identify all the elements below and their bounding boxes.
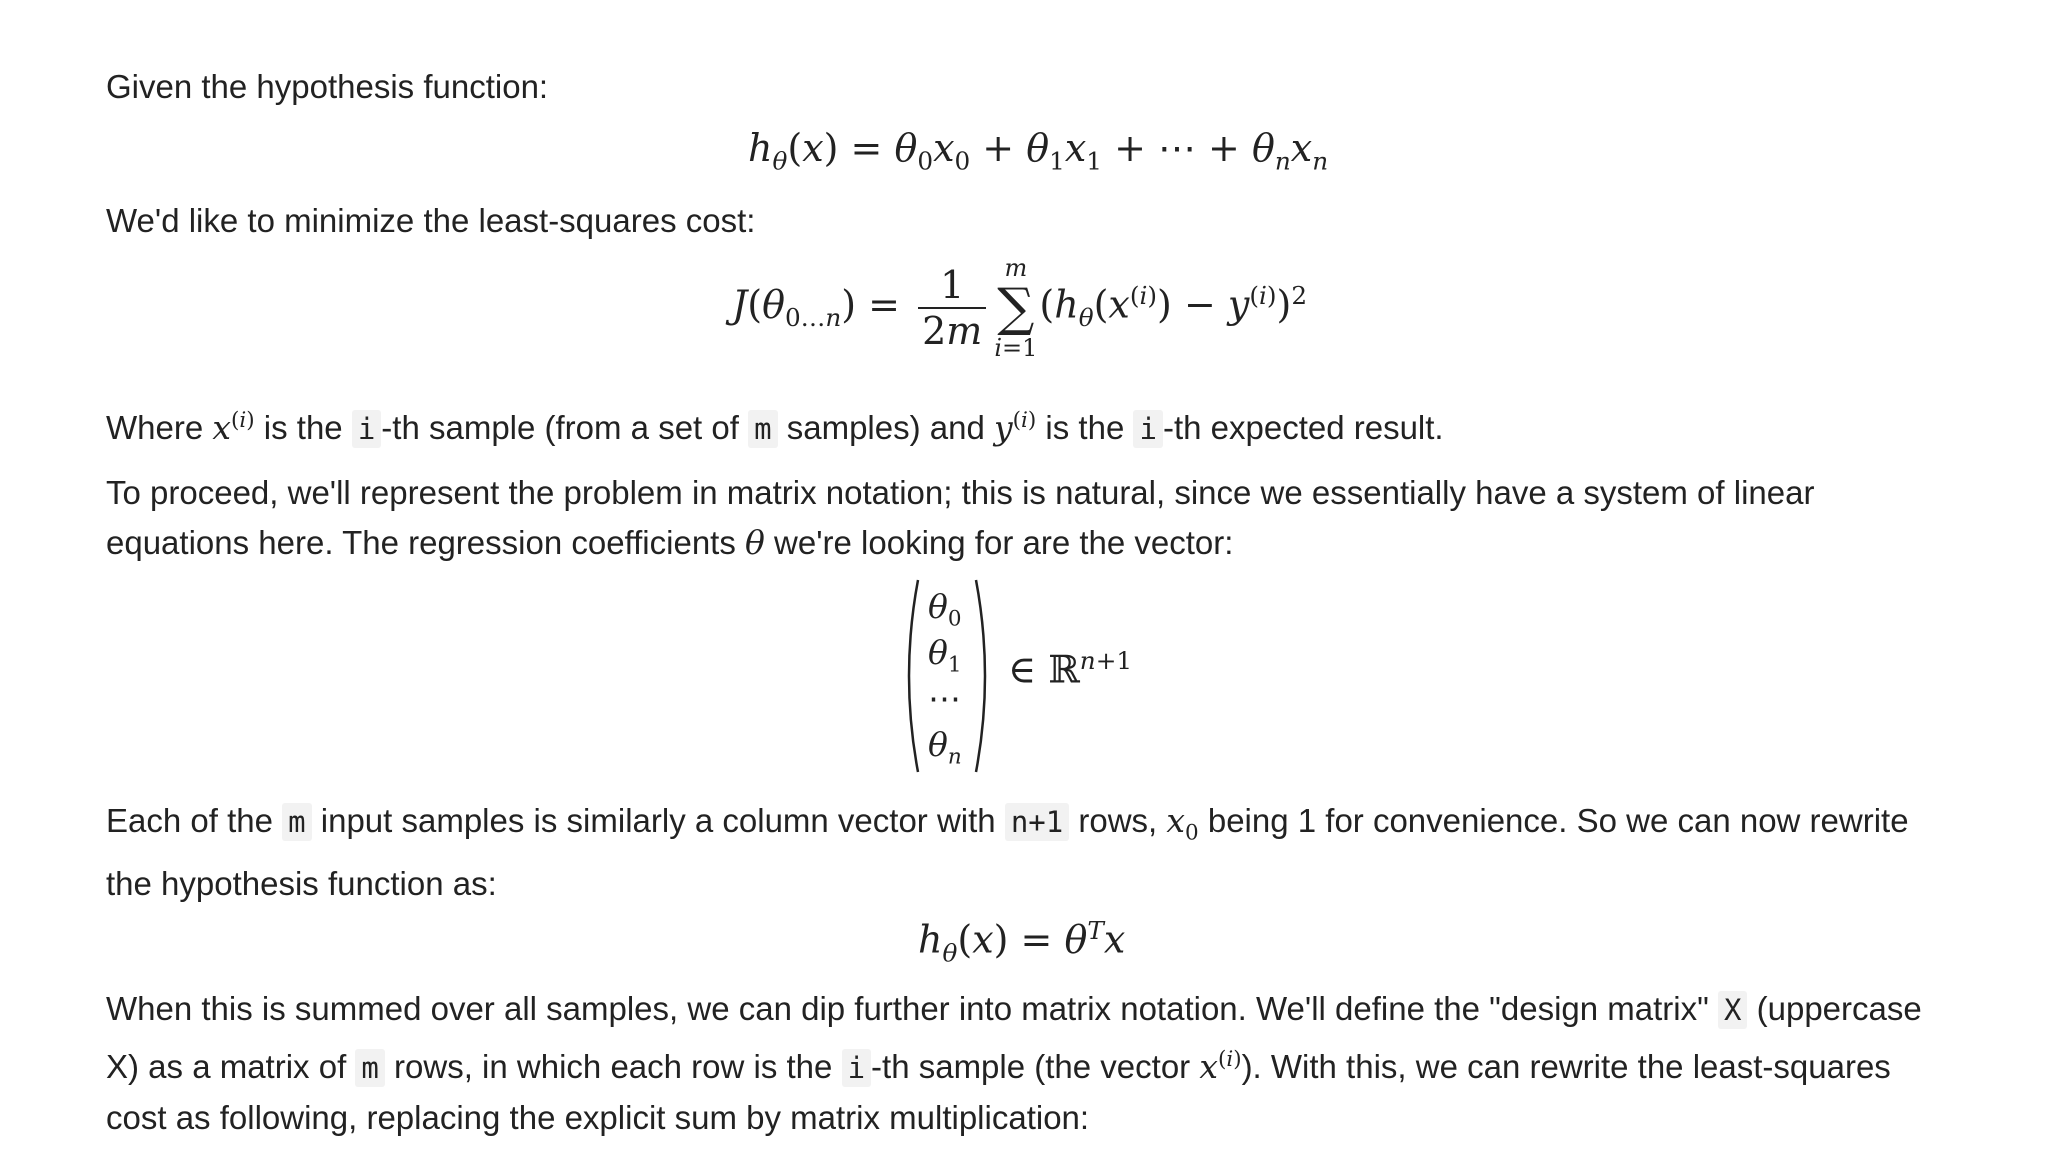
fraction-one-over-2m: $\frac{1}{2m}$ — [918, 263, 986, 353]
left-paren — [898, 578, 920, 774]
equation-matrix-hypothesis: $h_\theta(x) = \theta^Tx$ — [918, 916, 1126, 968]
code-i: i — [352, 410, 381, 448]
math-x-i: $x^{(i)}$ — [1199, 1047, 1242, 1086]
equation-hypothesis: $h_\theta(x) = \theta_0x_0 + \theta_1x_1$ + ⋯ + $\theta_nx_n$ — [748, 126, 1329, 176]
code-X: X — [1718, 991, 1747, 1029]
code-i-2: i — [1133, 410, 1162, 448]
paragraph-intro: Given the hypothesis function: — [106, 68, 549, 105]
right-paren — [974, 578, 996, 774]
equation-cost: $J(\theta_{0\dots n})$ = $\frac{1}{2m}$ m ∑ i=1 $(h_\theta(x^{(i)}) - y^{(i)})^2$ — [732, 254, 1308, 362]
paragraph-design-matrix: When this is summed over all samples, we can dip further into matrix notation. We'll define the "design matrix" X (uppercase X) as a matrix of m rows, in which each row is the i -th sample (the vector $x^{(i)}$). With this, we can rewrite the least-squares cost as following, replacing the explicit sum by matrix multiplication: — [106, 990, 1922, 1136]
paragraph-matrix-notation: To proceed, we'll represent the problem in matrix notation; this is natural, since we essentially have a system of linear equations here. The regression coefficients θ we're looking for are the vector: — [106, 474, 1815, 562]
code-n-plus-1: n+1 — [1005, 803, 1069, 841]
code-i: i — [842, 1049, 871, 1087]
paragraph-cost-intro: We'd like to minimize the least-squares cost: — [106, 202, 756, 239]
set-membership: ∈ ℝ$^{n+1}$ — [1008, 646, 1133, 692]
math-y-i: $y^{(i)}$ — [994, 408, 1037, 447]
equation-theta-vector — [898, 578, 1138, 774]
paragraph-sample-definition: Where $x^{(i)}$ is the i -th sample (from a set of m samples) and $y^{(i)}$ is the i -th expected result. — [106, 408, 1444, 447]
vector-entries: $\theta_0$ $\theta_1$ ⋯ $\theta_n$ — [928, 587, 962, 770]
math-theta: θ — [745, 523, 765, 562]
code-m: m — [748, 410, 777, 448]
summation-sign: m ∑ i=1 — [994, 254, 1038, 362]
code-m: m — [355, 1049, 384, 1087]
math-x0: $x_0$ — [1166, 801, 1199, 846]
paragraph-input-samples: Each of the m input samples is similarly a column vector with n+1 rows, $x_0$ being 1 for convenience. So we can now rewrite the hypothesis function as: — [106, 801, 1909, 902]
math-x-i: $x^{(i)}$ — [212, 408, 255, 447]
code-m: m — [282, 803, 311, 841]
